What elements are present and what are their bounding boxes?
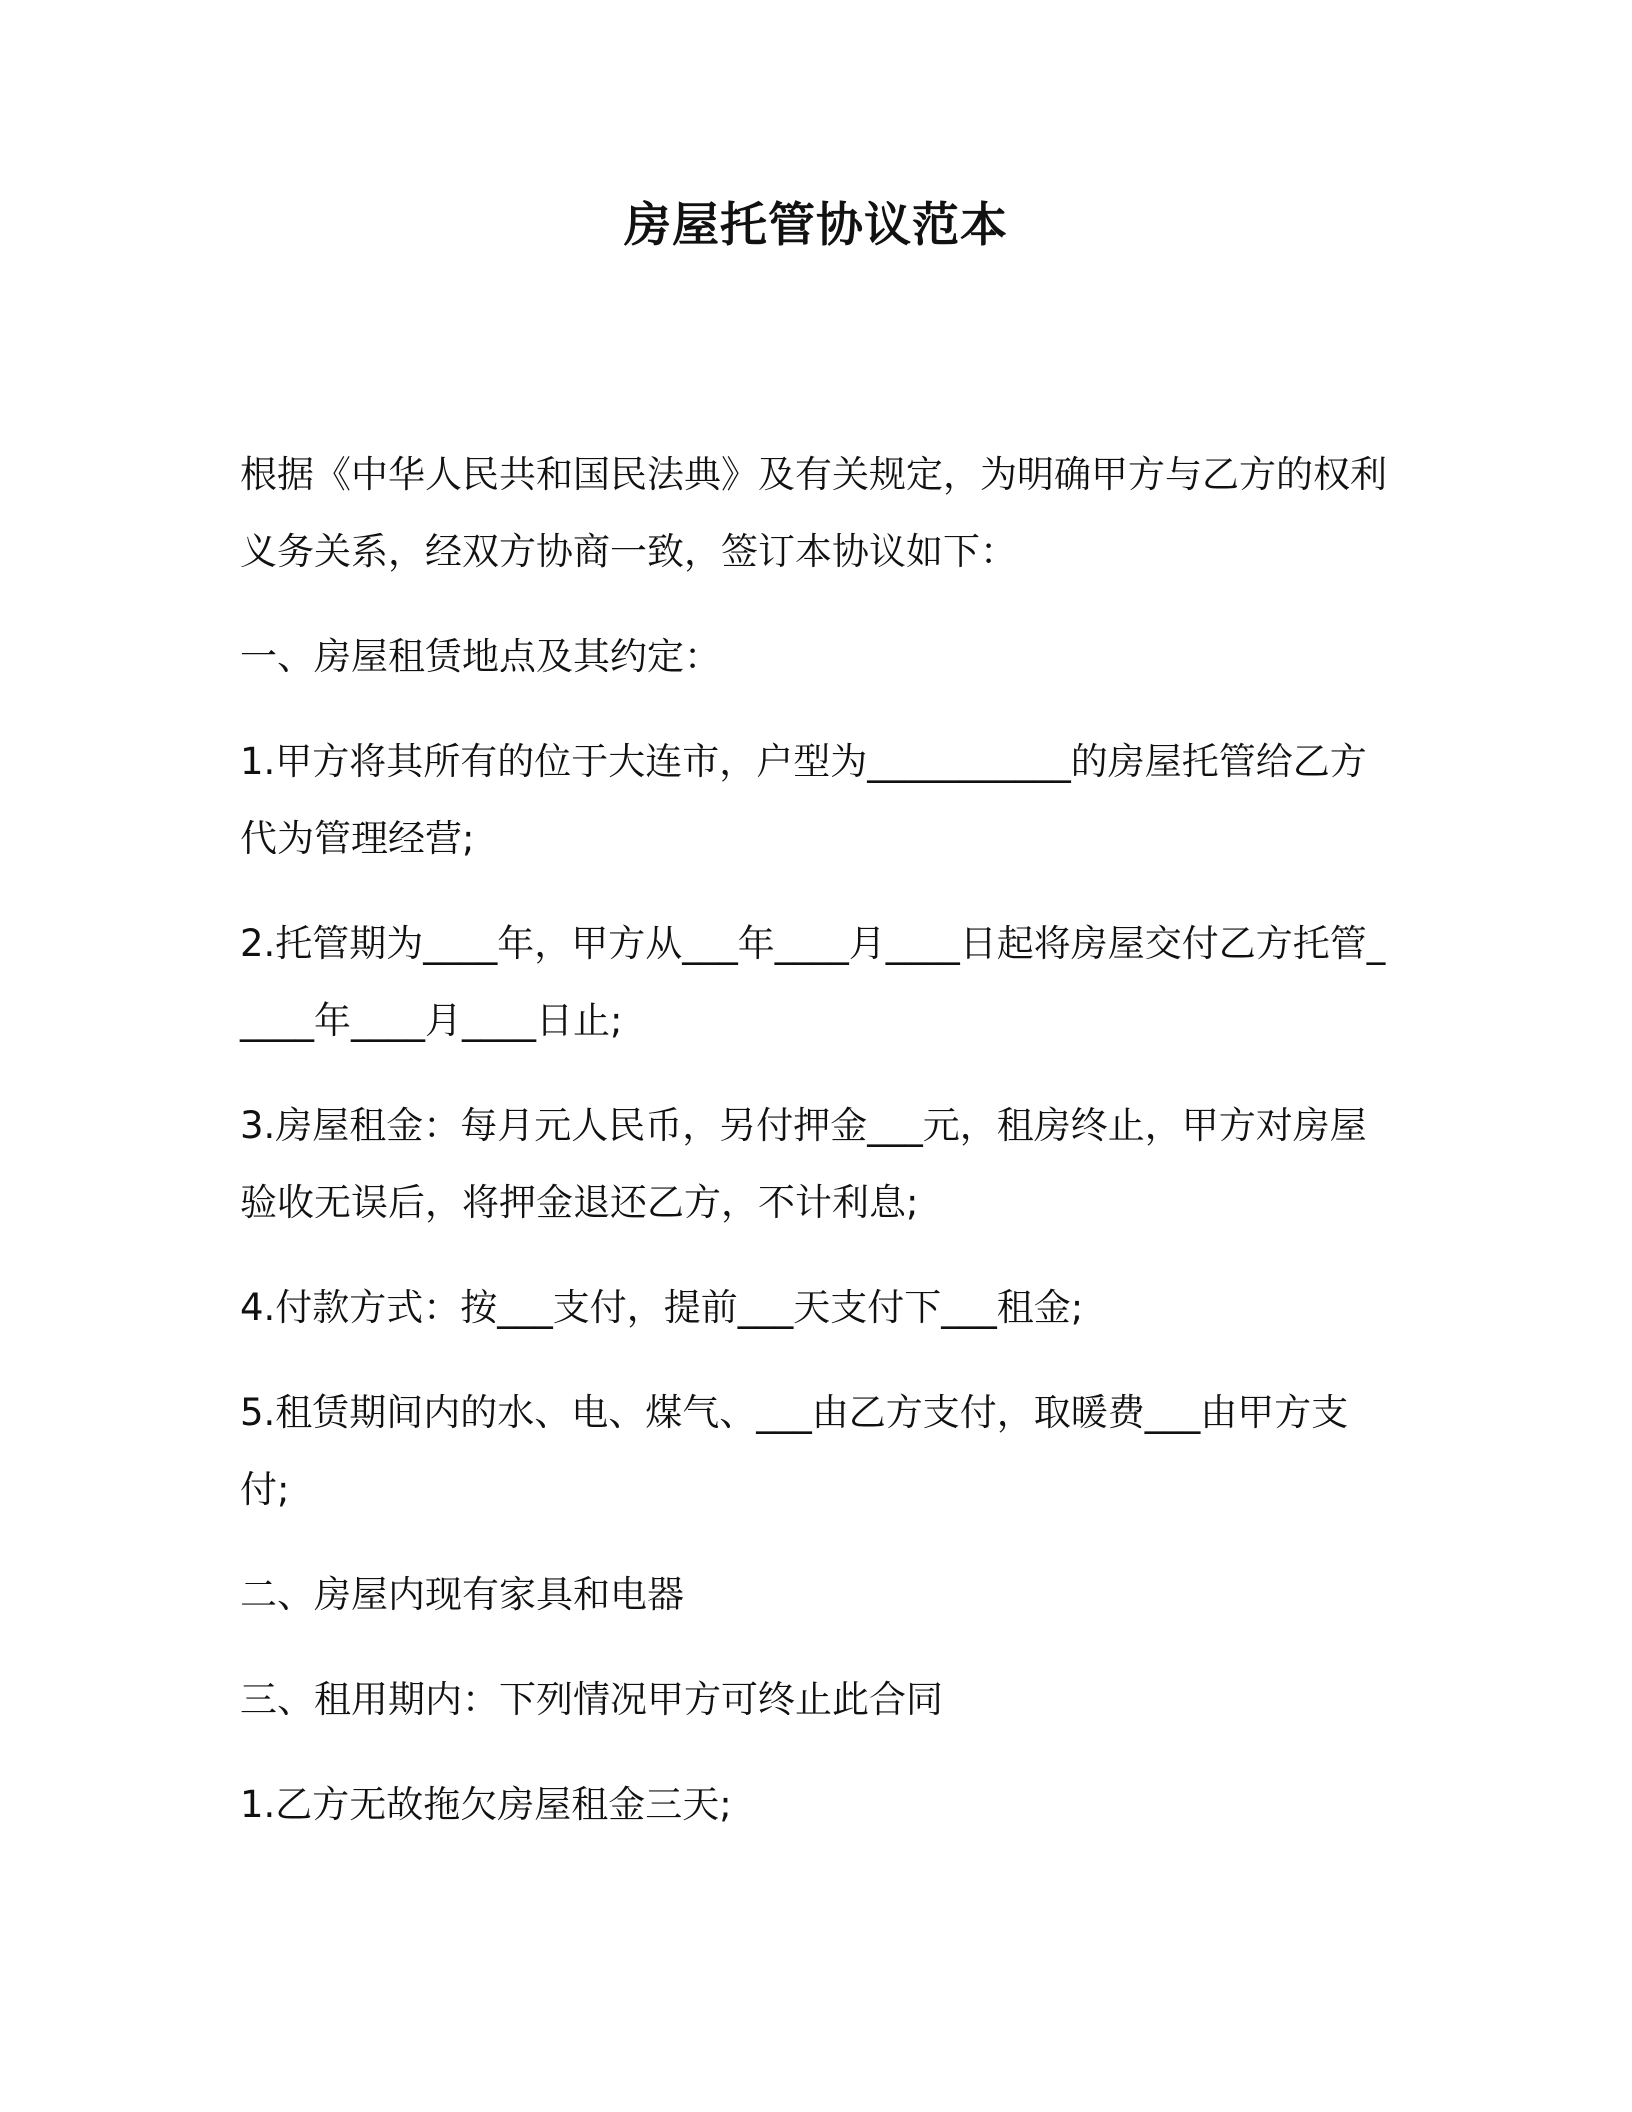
section-2-heading: 二、房屋内现有家具和电器 [240,1573,684,1616]
clause-1-1: 1.甲方将其所有的位于大连市，户型为___________的房屋托管给乙方代为管理经营; [240,740,1367,860]
clause-1-3: 3.房屋租金：每月元人民币，另付押金___元，租房终止，甲方对房屋验收无误后，将押金退还乙方，不计利息; [240,1104,1367,1224]
intro-paragraph: 根据《中华人民共和国民法典》及有关规定，为明确甲方与乙方的权利义务关系，经双方协商一致，签订本协议如下： [240,453,1387,573]
document-title: 房屋托管协议范本 [624,198,1008,253]
clause-1-4: 4.付款方式：按___支付，提前___天支付下___租金; [240,1286,1084,1329]
clause-1-2: 2.托管期为____年，甲方从___年____月____日起将房屋交付乙方托管_____年____月____日止; [240,922,1386,1042]
document-body [240,436,1392,1871]
clause-1-5: 5.租赁期间内的水、电、煤气、___由乙方支付，取暖费___由甲方支付; [240,1391,1349,1511]
clause-3-1: 1.乙方无故拖欠房屋租金三天; [240,1783,732,1826]
section-3-heading: 三、租用期内：下列情况甲方可终止此合同 [240,1678,943,1721]
section-1-heading: 一、房屋租赁地点及其约定： [240,635,721,678]
